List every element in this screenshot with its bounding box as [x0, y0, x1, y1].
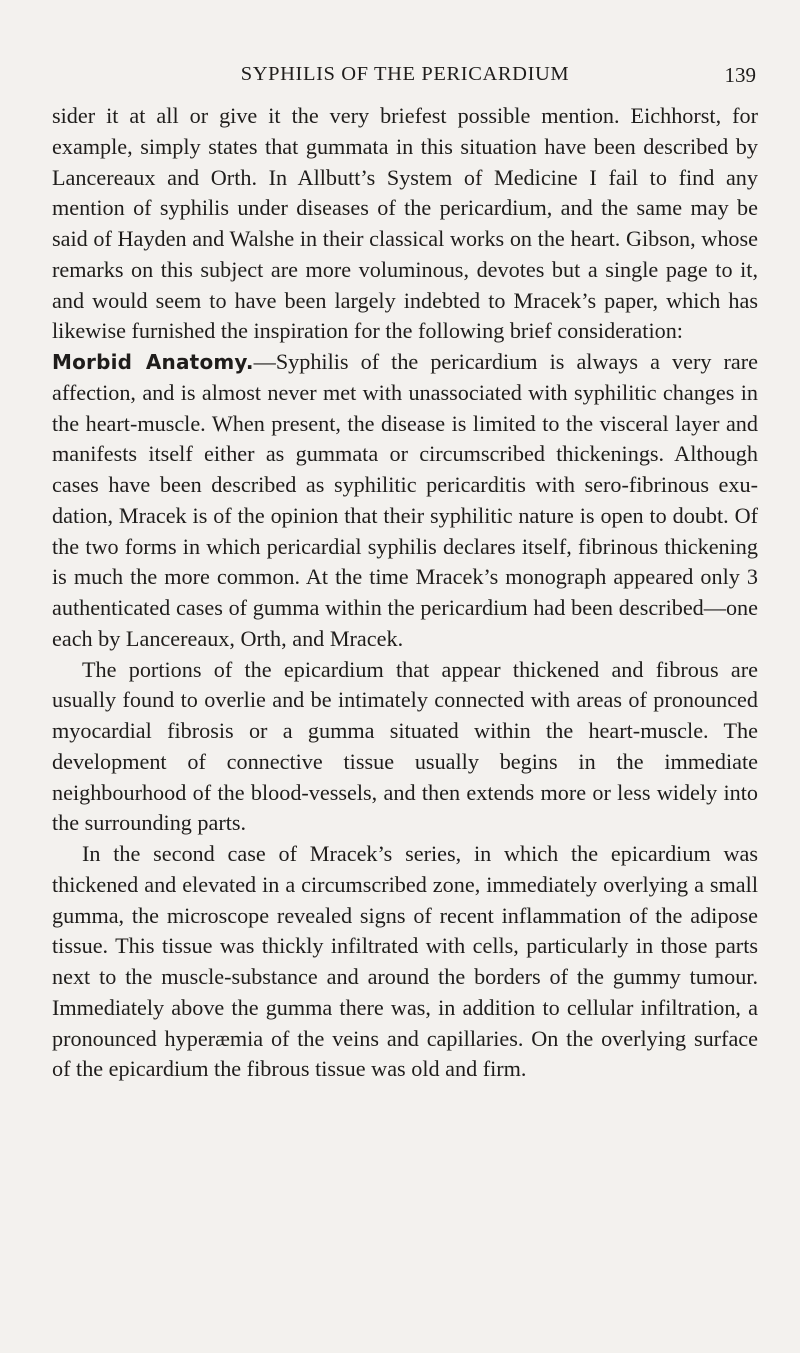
running-head-title: SYPHILIS OF THE PERICARDIUM — [240, 63, 570, 85]
paragraph-text: —Syphilis of the pericardium is always a very rare affection, and is almost never met with unassociated with syphilitic changes in the heart-muscle. When present, the disease is limited to the visceral layer and manifests itself either as gummata or circumscribed thickenings. Although cases have been described as syphilitic pericarditis with sero-fibrinous exudation, Mracek is of the opinion that their syphilitic nature is open to doubt. Of the two forms in which pericardial syphilis declares itself, fibrinous thickening is much the more common. At the time Mracek’s monograph appeared only 3 authenticated cases of gumma within the pericardium had been described—one each by Lancereaux, Orth, and Mracek. — [52, 349, 758, 651]
paragraph-epicardium-portions: The portions of the epicardium that appear thickened and fibrous are usually found to overlie and be intimately connected with areas of pronounced myocardial fibrosis or a gumma situated within the heart-muscle. The development of connective tissue usually begins in the immediate neighbourhood of the blood-vessels, and then extends more or less widely into the surrounding parts. — [52, 656, 758, 836]
paragraph-second-case: In the second case of Mracek’s series, in which the epicardium was thickened and elevated in a circumscribed zone, immediately overlying a small gumma, the microscope revealed signs of recent inflammation of the adipose tissue. This tissue was thickly infiltrated with cells, particularly in those parts next to the muscle-substance and around the borders of the gummy tumour. Immediately above the gumma there was, in addition to cellular infiltration, a pronounced hyperæmia of the veins and capillaries. On the overlying surface of the epicardium the fibrous tissue was old and firm. — [52, 841, 758, 1082]
paragraph-continuation: sider it at all or give it the very briefest possible mention. Eichhorst, for example, simply states that gummata in this situation have been described by Lancereaux and Orth. In Allbutt’s System of Medicine I fail to find any mention of syphilis under diseases of the pericardium, and the same may be said of Hayden and Walshe in their classical works on the heart. Gibson, whose remarks on this subject are more voluminous, devotes but a single page to it, and would seem to have been largely indebted to Mracek’s paper, which has likewise furnished the inspiration for the following brief consideration: — [52, 103, 758, 344]
body-text — [52, 101, 758, 1085]
section-heading: Morbid Anatomy. — [52, 350, 254, 374]
paragraph-morbid-anatomy — [52, 347, 758, 655]
page-number: 139 — [724, 63, 756, 87]
running-head — [52, 55, 758, 95]
